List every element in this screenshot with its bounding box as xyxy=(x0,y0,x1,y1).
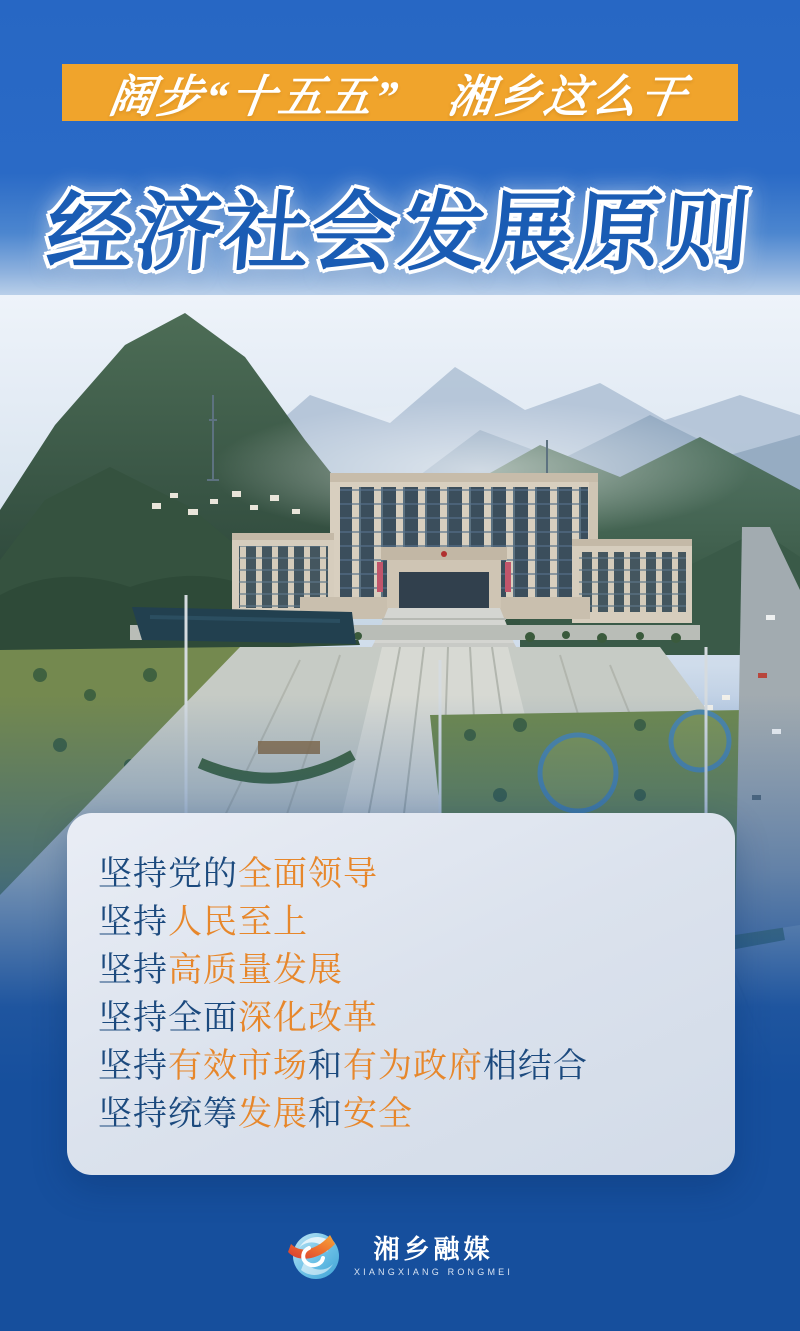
principle-segment: 坚持 xyxy=(98,1047,168,1085)
principle-segment: 全面领导 xyxy=(238,855,378,893)
principle-segment: 有效市场 xyxy=(168,1047,308,1085)
principle-segment: 发展 xyxy=(238,1095,308,1133)
principles-list xyxy=(67,813,735,1138)
logo-name: 湘乡融媒 xyxy=(373,1233,494,1264)
top-banner xyxy=(62,64,738,121)
principle-segment: 和 xyxy=(308,1047,343,1085)
principle-segment: 高质量发展 xyxy=(168,951,343,989)
principle-item xyxy=(98,1042,715,1090)
principle-item xyxy=(98,1090,715,1138)
principle-segment: 坚持全面 xyxy=(98,999,238,1037)
logo-subtitle: XIANGXIANG RONGMEI xyxy=(353,1267,514,1278)
media-logo xyxy=(287,1228,513,1284)
principle-segment: 有为政府 xyxy=(343,1047,483,1085)
principle-item xyxy=(98,898,715,946)
banner-slogan: 阔步“十五五” 湘乡这么干 xyxy=(106,72,693,122)
principle-segment: 安全 xyxy=(343,1095,413,1133)
footer xyxy=(0,1216,800,1296)
principle-segment: 坚持 xyxy=(98,903,168,941)
principle-segment: 坚持统筹 xyxy=(98,1095,238,1133)
principle-segment: 人民至上 xyxy=(168,903,308,941)
logo-text-block xyxy=(354,1235,513,1278)
principle-item xyxy=(98,946,715,994)
principle-item xyxy=(98,994,715,1042)
globe-ribbon-logo-icon xyxy=(287,1228,343,1284)
principles-card xyxy=(67,813,735,1175)
principle-segment: 坚持党的 xyxy=(98,855,238,893)
page-title: 经济社会发展原则 xyxy=(43,185,756,281)
principle-segment: 深化改革 xyxy=(238,999,378,1037)
principle-segment: 坚持 xyxy=(98,951,168,989)
principle-item xyxy=(98,850,715,898)
principle-segment: 和 xyxy=(308,1095,343,1133)
principle-segment: 相结合 xyxy=(483,1047,588,1085)
